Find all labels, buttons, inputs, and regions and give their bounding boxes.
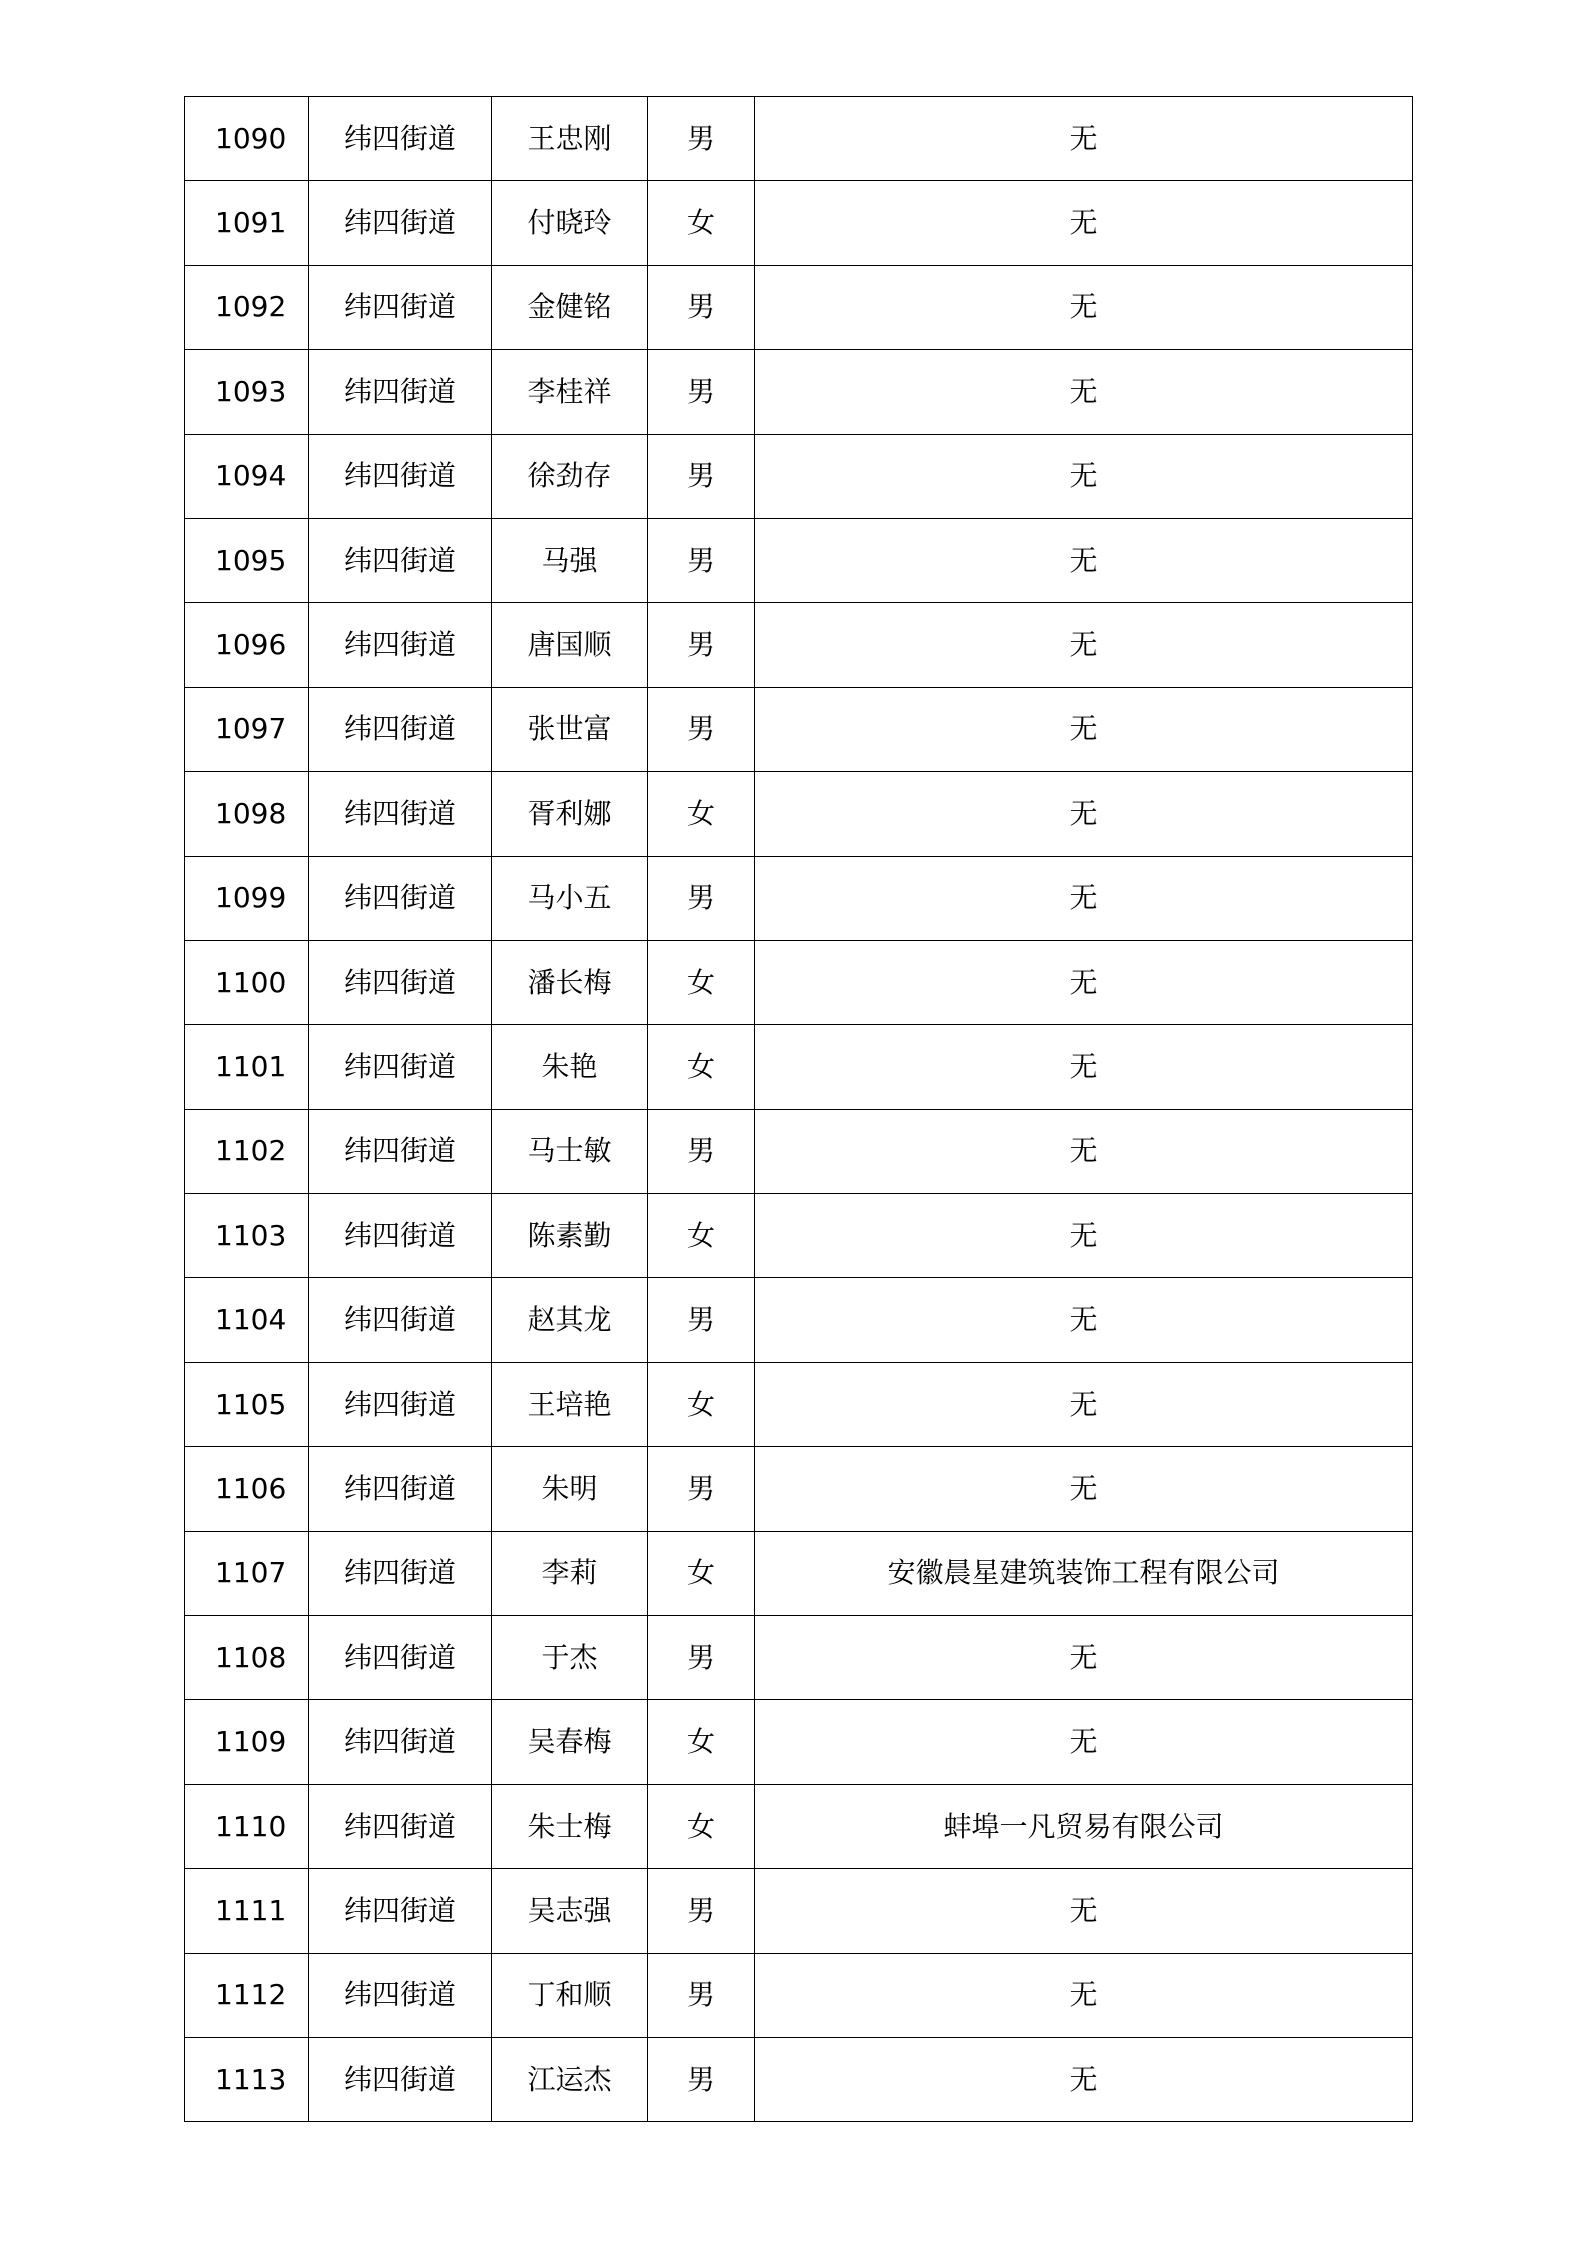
street-cell: 纬四街道 xyxy=(309,97,492,181)
person-name-cell: 吴春梅 xyxy=(492,1700,648,1784)
row-number-cell: 1113 xyxy=(185,2037,309,2121)
street-cell: 纬四街道 xyxy=(309,772,492,856)
table-row xyxy=(185,1869,1413,1953)
street-cell: 纬四街道 xyxy=(309,1869,492,1953)
table-row xyxy=(185,687,1413,771)
gender-cell: 男 xyxy=(648,1109,755,1193)
gender-cell: 女 xyxy=(648,1700,755,1784)
person-name-cell: 朱士梅 xyxy=(492,1784,648,1868)
gender-cell: 女 xyxy=(648,1025,755,1109)
street-cell: 纬四街道 xyxy=(309,2037,492,2121)
person-name-cell: 陈素勤 xyxy=(492,1194,648,1278)
row-number-cell: 1099 xyxy=(185,856,309,940)
row-number-cell: 1093 xyxy=(185,350,309,434)
street-cell: 纬四街道 xyxy=(309,1784,492,1868)
organization-cell: 无 xyxy=(755,603,1413,687)
gender-cell: 女 xyxy=(648,1784,755,1868)
street-cell: 纬四街道 xyxy=(309,1953,492,2037)
table-row xyxy=(185,1362,1413,1446)
organization-cell: 无 xyxy=(755,1953,1413,2037)
table-row xyxy=(185,181,1413,265)
roster-table xyxy=(184,96,1413,2122)
row-number-cell: 1105 xyxy=(185,1362,309,1446)
table-row xyxy=(185,97,1413,181)
street-cell: 纬四街道 xyxy=(309,687,492,771)
organization-cell: 无 xyxy=(755,1616,1413,1700)
gender-cell: 男 xyxy=(648,265,755,349)
person-name-cell: 朱艳 xyxy=(492,1025,648,1109)
row-number-cell: 1090 xyxy=(185,97,309,181)
organization-cell: 无 xyxy=(755,856,1413,940)
street-cell: 纬四街道 xyxy=(309,181,492,265)
person-name-cell: 吴志强 xyxy=(492,1869,648,1953)
organization-cell: 无 xyxy=(755,1869,1413,1953)
gender-cell: 男 xyxy=(648,856,755,940)
row-number-cell: 1112 xyxy=(185,1953,309,2037)
row-number-cell: 1096 xyxy=(185,603,309,687)
table-row xyxy=(185,518,1413,602)
row-number-cell: 1092 xyxy=(185,265,309,349)
organization-cell: 无 xyxy=(755,940,1413,1024)
row-number-cell: 1098 xyxy=(185,772,309,856)
person-name-cell: 金健铭 xyxy=(492,265,648,349)
table-row xyxy=(185,1616,1413,1700)
row-number-cell: 1100 xyxy=(185,940,309,1024)
gender-cell: 男 xyxy=(648,1953,755,2037)
row-number-cell: 1102 xyxy=(185,1109,309,1193)
street-cell: 纬四街道 xyxy=(309,1616,492,1700)
table-row xyxy=(185,350,1413,434)
street-cell: 纬四街道 xyxy=(309,1362,492,1446)
person-name-cell: 王忠刚 xyxy=(492,97,648,181)
street-cell: 纬四街道 xyxy=(309,856,492,940)
gender-cell: 女 xyxy=(648,181,755,265)
gender-cell: 男 xyxy=(648,1447,755,1531)
row-number-cell: 1104 xyxy=(185,1278,309,1362)
table-row xyxy=(185,265,1413,349)
gender-cell: 男 xyxy=(648,1869,755,1953)
organization-cell: 无 xyxy=(755,1109,1413,1193)
row-number-cell: 1107 xyxy=(185,1531,309,1615)
organization-cell: 无 xyxy=(755,1194,1413,1278)
organization-cell: 无 xyxy=(755,1025,1413,1109)
table-row xyxy=(185,1700,1413,1784)
organization-cell: 无 xyxy=(755,350,1413,434)
row-number-cell: 1110 xyxy=(185,1784,309,1868)
gender-cell: 女 xyxy=(648,1531,755,1615)
table-row xyxy=(185,603,1413,687)
gender-cell: 女 xyxy=(648,772,755,856)
row-number-cell: 1108 xyxy=(185,1616,309,1700)
row-number-cell: 1109 xyxy=(185,1700,309,1784)
street-cell: 纬四街道 xyxy=(309,1194,492,1278)
person-name-cell: 马强 xyxy=(492,518,648,602)
row-number-cell: 1091 xyxy=(185,181,309,265)
street-cell: 纬四街道 xyxy=(309,265,492,349)
organization-cell: 无 xyxy=(755,1447,1413,1531)
row-number-cell: 1101 xyxy=(185,1025,309,1109)
gender-cell: 男 xyxy=(648,350,755,434)
person-name-cell: 江运杰 xyxy=(492,2037,648,2121)
table-row xyxy=(185,1194,1413,1278)
gender-cell: 女 xyxy=(648,940,755,1024)
street-cell: 纬四街道 xyxy=(309,1109,492,1193)
roster-table-body xyxy=(185,97,1413,2122)
roster-table-container xyxy=(184,96,1412,2122)
organization-cell: 无 xyxy=(755,265,1413,349)
gender-cell: 男 xyxy=(648,687,755,771)
street-cell: 纬四街道 xyxy=(309,350,492,434)
organization-cell: 无 xyxy=(755,1362,1413,1446)
person-name-cell: 付晓玲 xyxy=(492,181,648,265)
table-row xyxy=(185,1025,1413,1109)
street-cell: 纬四街道 xyxy=(309,1447,492,1531)
person-name-cell: 朱明 xyxy=(492,1447,648,1531)
street-cell: 纬四街道 xyxy=(309,603,492,687)
table-row xyxy=(185,856,1413,940)
organization-cell: 蚌埠一凡贸易有限公司 xyxy=(755,1784,1413,1868)
street-cell: 纬四街道 xyxy=(309,1531,492,1615)
person-name-cell: 马士敏 xyxy=(492,1109,648,1193)
organization-cell: 无 xyxy=(755,434,1413,518)
table-row xyxy=(185,2037,1413,2121)
table-row xyxy=(185,1531,1413,1615)
gender-cell: 女 xyxy=(648,1362,755,1446)
table-row xyxy=(185,1109,1413,1193)
row-number-cell: 1097 xyxy=(185,687,309,771)
organization-cell: 无 xyxy=(755,1700,1413,1784)
gender-cell: 男 xyxy=(648,603,755,687)
gender-cell: 男 xyxy=(648,2037,755,2121)
person-name-cell: 张世富 xyxy=(492,687,648,771)
gender-cell: 男 xyxy=(648,1278,755,1362)
street-cell: 纬四街道 xyxy=(309,518,492,602)
street-cell: 纬四街道 xyxy=(309,940,492,1024)
person-name-cell: 李桂祥 xyxy=(492,350,648,434)
organization-cell: 无 xyxy=(755,181,1413,265)
person-name-cell: 赵其龙 xyxy=(492,1278,648,1362)
organization-cell: 安徽晨星建筑装饰工程有限公司 xyxy=(755,1531,1413,1615)
row-number-cell: 1103 xyxy=(185,1194,309,1278)
person-name-cell: 李莉 xyxy=(492,1531,648,1615)
organization-cell: 无 xyxy=(755,518,1413,602)
street-cell: 纬四街道 xyxy=(309,434,492,518)
street-cell: 纬四街道 xyxy=(309,1278,492,1362)
organization-cell: 无 xyxy=(755,1278,1413,1362)
person-name-cell: 马小五 xyxy=(492,856,648,940)
table-row xyxy=(185,434,1413,518)
gender-cell: 男 xyxy=(648,97,755,181)
row-number-cell: 1111 xyxy=(185,1869,309,1953)
gender-cell: 女 xyxy=(648,1194,755,1278)
person-name-cell: 丁和顺 xyxy=(492,1953,648,2037)
table-row xyxy=(185,1447,1413,1531)
table-row xyxy=(185,1953,1413,2037)
organization-cell: 无 xyxy=(755,772,1413,856)
person-name-cell: 胥利娜 xyxy=(492,772,648,856)
street-cell: 纬四街道 xyxy=(309,1025,492,1109)
person-name-cell: 王培艳 xyxy=(492,1362,648,1446)
row-number-cell: 1095 xyxy=(185,518,309,602)
person-name-cell: 潘长梅 xyxy=(492,940,648,1024)
organization-cell: 无 xyxy=(755,687,1413,771)
gender-cell: 男 xyxy=(648,518,755,602)
organization-cell: 无 xyxy=(755,2037,1413,2121)
table-row xyxy=(185,940,1413,1024)
table-row xyxy=(185,1278,1413,1362)
gender-cell: 男 xyxy=(648,434,755,518)
organization-cell: 无 xyxy=(755,97,1413,181)
person-name-cell: 于杰 xyxy=(492,1616,648,1700)
table-row xyxy=(185,772,1413,856)
row-number-cell: 1106 xyxy=(185,1447,309,1531)
row-number-cell: 1094 xyxy=(185,434,309,518)
table-row xyxy=(185,1784,1413,1868)
gender-cell: 男 xyxy=(648,1616,755,1700)
street-cell: 纬四街道 xyxy=(309,1700,492,1784)
person-name-cell: 徐劲存 xyxy=(492,434,648,518)
person-name-cell: 唐国顺 xyxy=(492,603,648,687)
